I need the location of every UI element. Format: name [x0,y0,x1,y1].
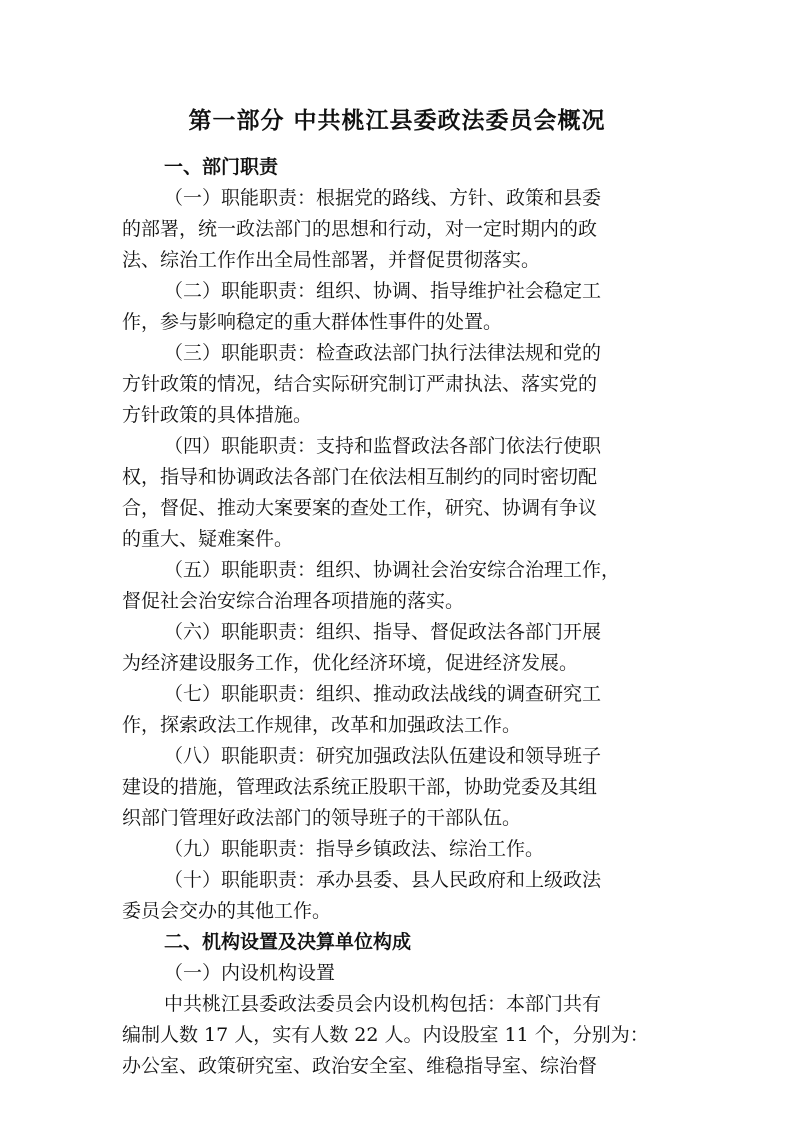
paragraph-line: （四）职能职责：支持和监督政法各部门依法行使职 [164,435,602,457]
paragraph-line: 编制人数 17 人，实有人数 22 人。内设股室 11 个，分别为： [122,1024,649,1046]
document-title: 第一部分 中共桃江县委政法委员会概况 [188,108,606,134]
paragraph-line: （二）职能职责：组织、协调、指导维护社会稳定工 [164,280,602,302]
paragraph-line: 法、综治工作作出全局性部署，并督促贯彻落实。 [122,249,541,271]
paragraph-line: 的重大、疑难案件。 [122,528,294,550]
section-heading: 一、部门职责 [164,156,279,178]
paragraph-line: 合，督促、推动大案要案的查处工作，研究、协调有争议 [122,497,598,519]
paragraph-line: （八）职能职责：研究加强政法队伍建设和领导班子 [164,745,602,767]
paragraph-line: （七）职能职责：组织、推动政法战线的调查研究工 [164,683,602,705]
paragraph-line: 方针政策的具体措施。 [122,404,313,426]
paragraph-line: 委员会交办的其他工作。 [122,900,332,922]
paragraph-line: 中共桃江县委政法委员会内设机构包括：本部门共有 [164,993,602,1015]
subsection-heading: （一）内设机构设置 [164,962,336,984]
section-heading: 二、机构设置及决算单位构成 [164,931,412,953]
paragraph-line: 的部署，统一政法部门的思想和行动，对一定时期内的政 [122,218,598,240]
paragraph-line: 方针政策的情况，结合实际研究制订严肃执法、落实党的 [122,373,598,395]
paragraph-line: （九）职能职责：指导乡镇政法、综治工作。 [164,838,545,860]
paragraph-line: 督促社会治安综合治理各项措施的落实。 [122,590,465,612]
document-body [122,152,662,1082]
paragraph-line: 建设的措施，管理政法系统正股职干部，协助党委及其组 [122,776,598,798]
paragraph-line: 织部门管理好政法部门的领导班子的干部队伍。 [122,807,522,829]
paragraph-line: 权，指导和协调政法各部门在依法相互制约的同时密切配 [122,466,598,488]
paragraph-line: （三）职能职责：检查政法部门执行法律法规和党的 [164,342,602,364]
paragraph-line: （十）职能职责：承办县委、县人民政府和上级政法 [164,869,602,891]
paragraph-line: 作，探索政法工作规律，改革和加强政法工作。 [122,714,522,736]
paragraph-line: 作，参与影响稳定的重大群体性事件的处置。 [122,311,503,333]
paragraph-line: （一）职能职责：根据党的路线、方针、政策和县委 [164,187,602,209]
paragraph-line: （六）职能职责：组织、指导、督促政法各部门开展 [164,621,602,643]
paragraph-line: 办公室、政策研究室、政治安全室、维稳指导室、综治督 [122,1055,598,1077]
paragraph-line: （五）职能职责：组织、协调社会治安综合治理工作， [164,559,621,581]
paragraph-line: 为经济建设服务工作，优化经济环境，促进经济发展。 [122,652,579,674]
